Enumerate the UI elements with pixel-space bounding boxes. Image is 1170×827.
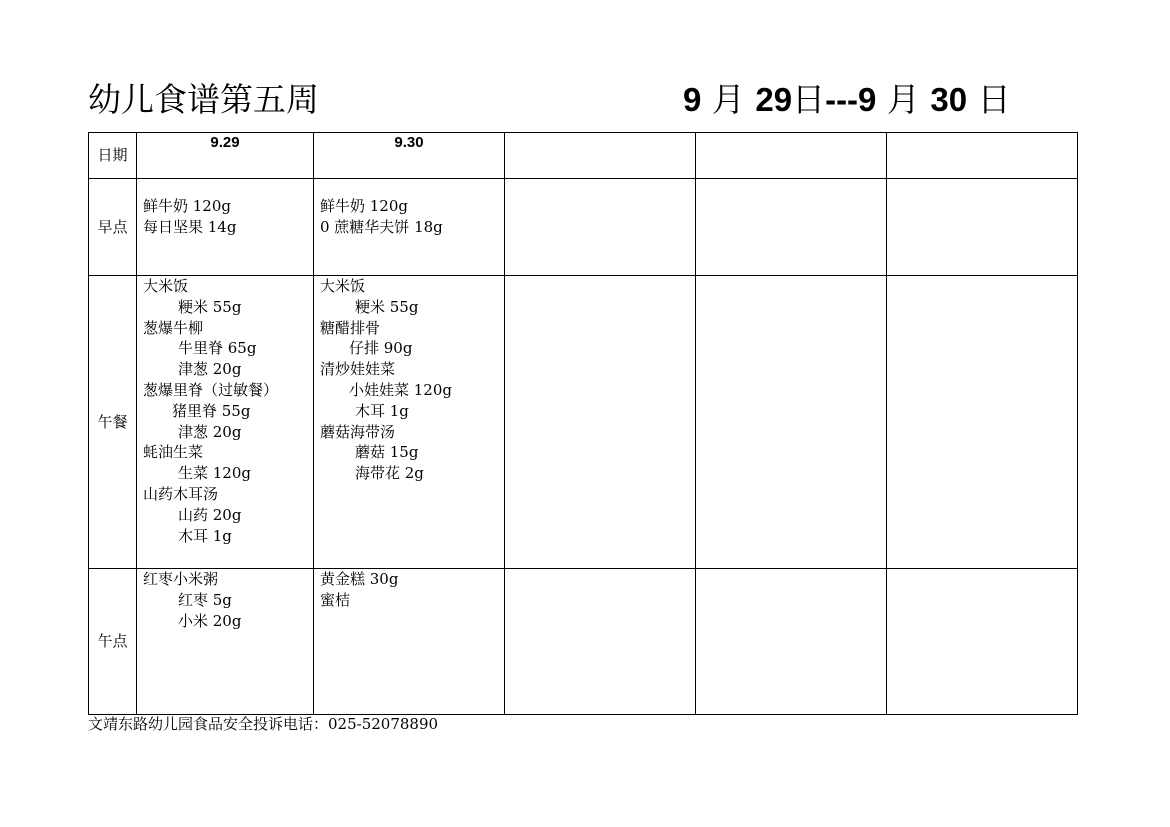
breakfast-day1 [137,179,314,276]
snack-label: 午点 [89,569,137,715]
day-label: 日 [792,80,826,119]
range-separator: --- [825,81,859,118]
dish-name: 糖醋排骨 [320,318,381,337]
ingredient: 木耳 1g [355,401,409,420]
date-range [683,78,1011,122]
date-cell-4 [696,133,887,179]
dish-name: 清炒娃娃菜 [320,360,396,379]
end-month: 9 [858,81,877,118]
ingredient: 粳米 55g [178,297,242,316]
ingredient: 山药 20g [178,505,242,524]
complaint-hotline: 文靖东路幼儿园食品安全投诉电话：025-52078890 [88,715,439,733]
ingredient: 仔排 90g [349,339,413,358]
ingredient: 生菜 120g [178,464,252,483]
breakfast-day2 [314,179,505,276]
empty-cell [505,276,696,569]
menu-line: 0 蔗糖华夫饼 18g [320,217,443,236]
empty-cell [696,569,887,715]
lunch-row [89,276,1078,569]
snack-day1 [137,569,314,715]
dish-name: 葱爆牛柳 [143,318,204,337]
page-title: 幼儿食谱第五周 [88,80,319,119]
menu-table [88,132,1078,715]
empty-cell [505,569,696,715]
dish-name: 蜜桔 [320,590,351,609]
menu-line: 鲜牛奶 120g [143,197,232,215]
empty-cell [887,179,1078,276]
empty-cell [696,179,887,276]
ingredient: 小娃娃菜 120g [349,380,453,399]
dish-name: 葱爆里脊（过敏餐） [143,380,279,399]
ingredient: 小米 20g [178,611,242,630]
month-label-2: 月 [886,80,920,119]
lunch-label: 午餐 [89,276,137,569]
dish-name: 红枣小米粥 [143,570,219,588]
empty-cell [696,276,887,569]
end-day: 30 [930,81,968,118]
snack-day2 [314,569,505,715]
snack-row [89,569,1078,715]
ingredient: 蘑菇 15g [355,443,419,462]
ingredient: 猪里脊 55g [172,401,251,420]
ingredient: 红枣 5g [178,590,232,609]
breakfast-row [89,179,1078,276]
ingredient: 牛里脊 65g [178,339,257,358]
date-label-cell: 日期 [89,133,137,179]
date-cell-3 [505,133,696,179]
empty-cell [887,276,1078,569]
breakfast-label: 早点 [89,179,137,276]
menu-line: 每日坚果 14g [143,217,237,236]
month-label: 月 [711,80,745,119]
dish-name: 大米饭 [143,277,189,295]
day-label-2: 日 [977,80,1011,119]
ingredient: 粳米 55g [355,297,419,316]
ingredient: 海带花 2g [355,464,424,483]
ingredient: 津葱 20g [178,422,242,441]
dish-name: 山药木耳汤 [143,484,219,503]
lunch-day1 [137,276,314,569]
lunch-day2 [314,276,505,569]
date-cell-2: 9.30 [314,133,505,179]
date-cell-5 [887,133,1078,179]
menu-line: 鲜牛奶 120g [320,197,409,215]
date-cell-1: 9.29 [137,133,314,179]
ingredient: 津葱 20g [178,360,242,379]
dish-name: 大米饭 [320,277,366,295]
start-month: 9 [683,81,702,118]
empty-cell [505,179,696,276]
empty-cell [887,569,1078,715]
ingredient: 木耳 1g [178,526,232,545]
dish-name: 黄金糕 30g [320,570,399,588]
start-day: 29 [755,81,793,118]
header-row [89,133,1078,179]
dish-name: 蚝油生菜 [143,443,204,462]
dish-name: 蘑菇海带汤 [320,422,396,441]
